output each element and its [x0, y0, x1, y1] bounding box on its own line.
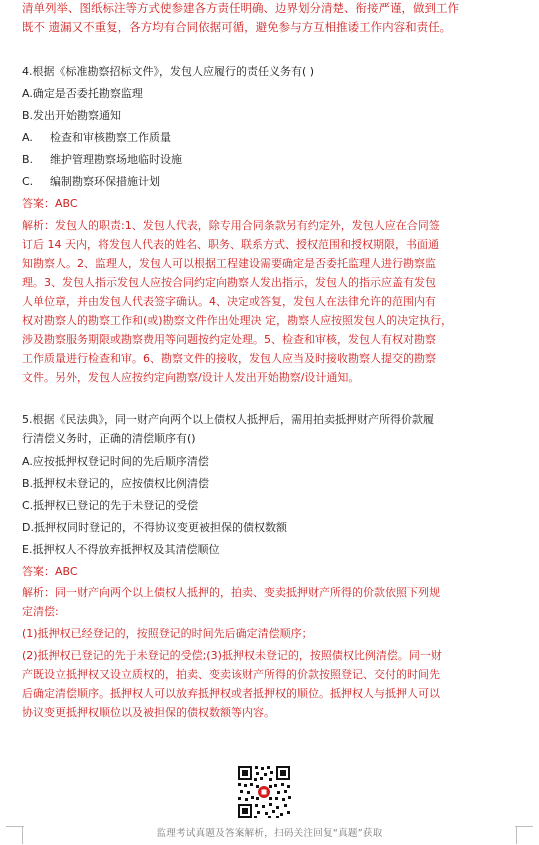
q5-analysis-line: (2)抵押权已登记的先于未登记的受偿;(3)抵押权未登记的，按照债权比例清偿。同一财 — [22, 649, 442, 662]
q4-answer: 答案：ABC — [22, 197, 78, 210]
q4-analysis-line: 人单位章，并由发包人代表签字确认。4、决定或答复，发包人在法律允许的范围内有 — [22, 295, 436, 308]
option-letter: A. — [22, 131, 33, 144]
option-letter: C. — [22, 175, 34, 188]
q5-option: B.抵押权未登记的，应按债权比例清偿 — [22, 477, 210, 490]
q4-analysis-line: 文件。另外，发包人应按约定向勘察/设计人发出开始勘察/设计通知。 — [22, 371, 360, 384]
q4-question: 4.根据《标准勘察招标文件》，发包人应履行的责任义务有( ) — [22, 65, 315, 78]
qr-code-icon — [236, 764, 292, 820]
q5-analysis-line: 产既设立抵押权又设立质权的，拍卖、变卖该财产所得的价款按照登记、交付的时间先 — [22, 668, 440, 681]
q4-option: B.发出开始勘察通知 — [22, 109, 122, 122]
q4-option — [22, 174, 160, 190]
q4-analysis-line: 涉及勘察服务期限或勘察费用等问题按约定处理。5、检查和审核，发包人有权对勘察 — [22, 333, 436, 346]
q4-analysis-line: 理。3、发包人指示发包人应按合同约定向勘察人发出指示，发包人的指示应盖有发包 — [22, 276, 436, 289]
intro-line-2: 既不 遗漏又不重复，各方均有合同依据可循，避免参与方互相推诿工作内容和责任。 — [22, 20, 452, 34]
q5-analysis-line: (1)抵押权已经登记的，按照登记的时间先后确定清偿顺序； — [22, 627, 313, 640]
q4-analysis-line: 工作质量进行检查和审。6、勘察文件的接收，发包人应当及时接收勘察人提交的勘察 — [22, 352, 436, 365]
q5-analysis-line: 后确定清偿顺序。抵押权人可以放弃抵押权或者抵押权的顺位。抵押权人与抵押人可以 — [22, 687, 440, 700]
q5-option: D.抵押权同时登记的，不得协议变更被担保的债权数额 — [22, 521, 287, 534]
q5-analysis-line: 定清偿: — [22, 605, 59, 618]
footer-text: 监理考试真题及答案解析，扫码关注回复“真题”获取 — [156, 828, 383, 839]
q5-question-line: 5.根据《民法典》，同一财产向两个以上债权人抵押后，需用拍卖抵押财产所得价款履 — [22, 413, 434, 426]
q5-question-line: 行清偿义务时，正确的清偿顺序有() — [22, 432, 196, 445]
option-text: 编制勘察环保措施计划 — [50, 175, 160, 188]
q4-option — [22, 152, 182, 168]
q4-analysis-line: 权对勘察人的勘察工作和(或)勘察文件作出处理决 定，勘察人应按照发包人的决定执行， — [22, 314, 453, 327]
option-letter: B. — [22, 153, 34, 166]
q5-option: E.抵押权人不得放弃抵押权及其清偿顺位 — [22, 543, 220, 556]
q4-analysis-line: 知勘察人。2、监理人，发包人可以根据工程建设需要确定是否委托监理人进行勘察监 — [22, 257, 436, 270]
q5-option: A.应按抵押权登记时间的先后顺序清偿 — [22, 455, 209, 468]
q4-option: A.确定是否委托勘察监理 — [22, 87, 143, 100]
option-text: 维护管理勘察场地临时设施 — [50, 153, 182, 166]
intro-line-1: 清单列举、图纸标注等方式使参建各方责任明确、边界划分清楚、衔接严谨，做到工作 — [22, 1, 459, 15]
q5-option: C.抵押权已登记的先于未登记的受偿 — [22, 499, 199, 512]
q4-analysis-line: 订后 14 天内，将发包人代表的姓名、职务、联系方式、授权范围和授权期限，书面通 — [22, 238, 439, 251]
q4-analysis-line: 解析：发包人的职责:1、发包人代表，除专用合同条款另有约定外，发包人应在合同签 — [22, 219, 440, 232]
q4-option — [22, 130, 171, 146]
q5-analysis-line: 解析：同一财产向两个以上债权人抵押的，拍卖、变卖抵押财产所得的价款依照下列规 — [22, 586, 440, 599]
q5-analysis-line: 协议变更抵押权顺位以及被担保的债权数额等内容。 — [22, 706, 275, 719]
q5-answer: 答案：ABC — [22, 565, 78, 578]
option-text: 检查和审核勘察工作质量 — [50, 131, 171, 144]
